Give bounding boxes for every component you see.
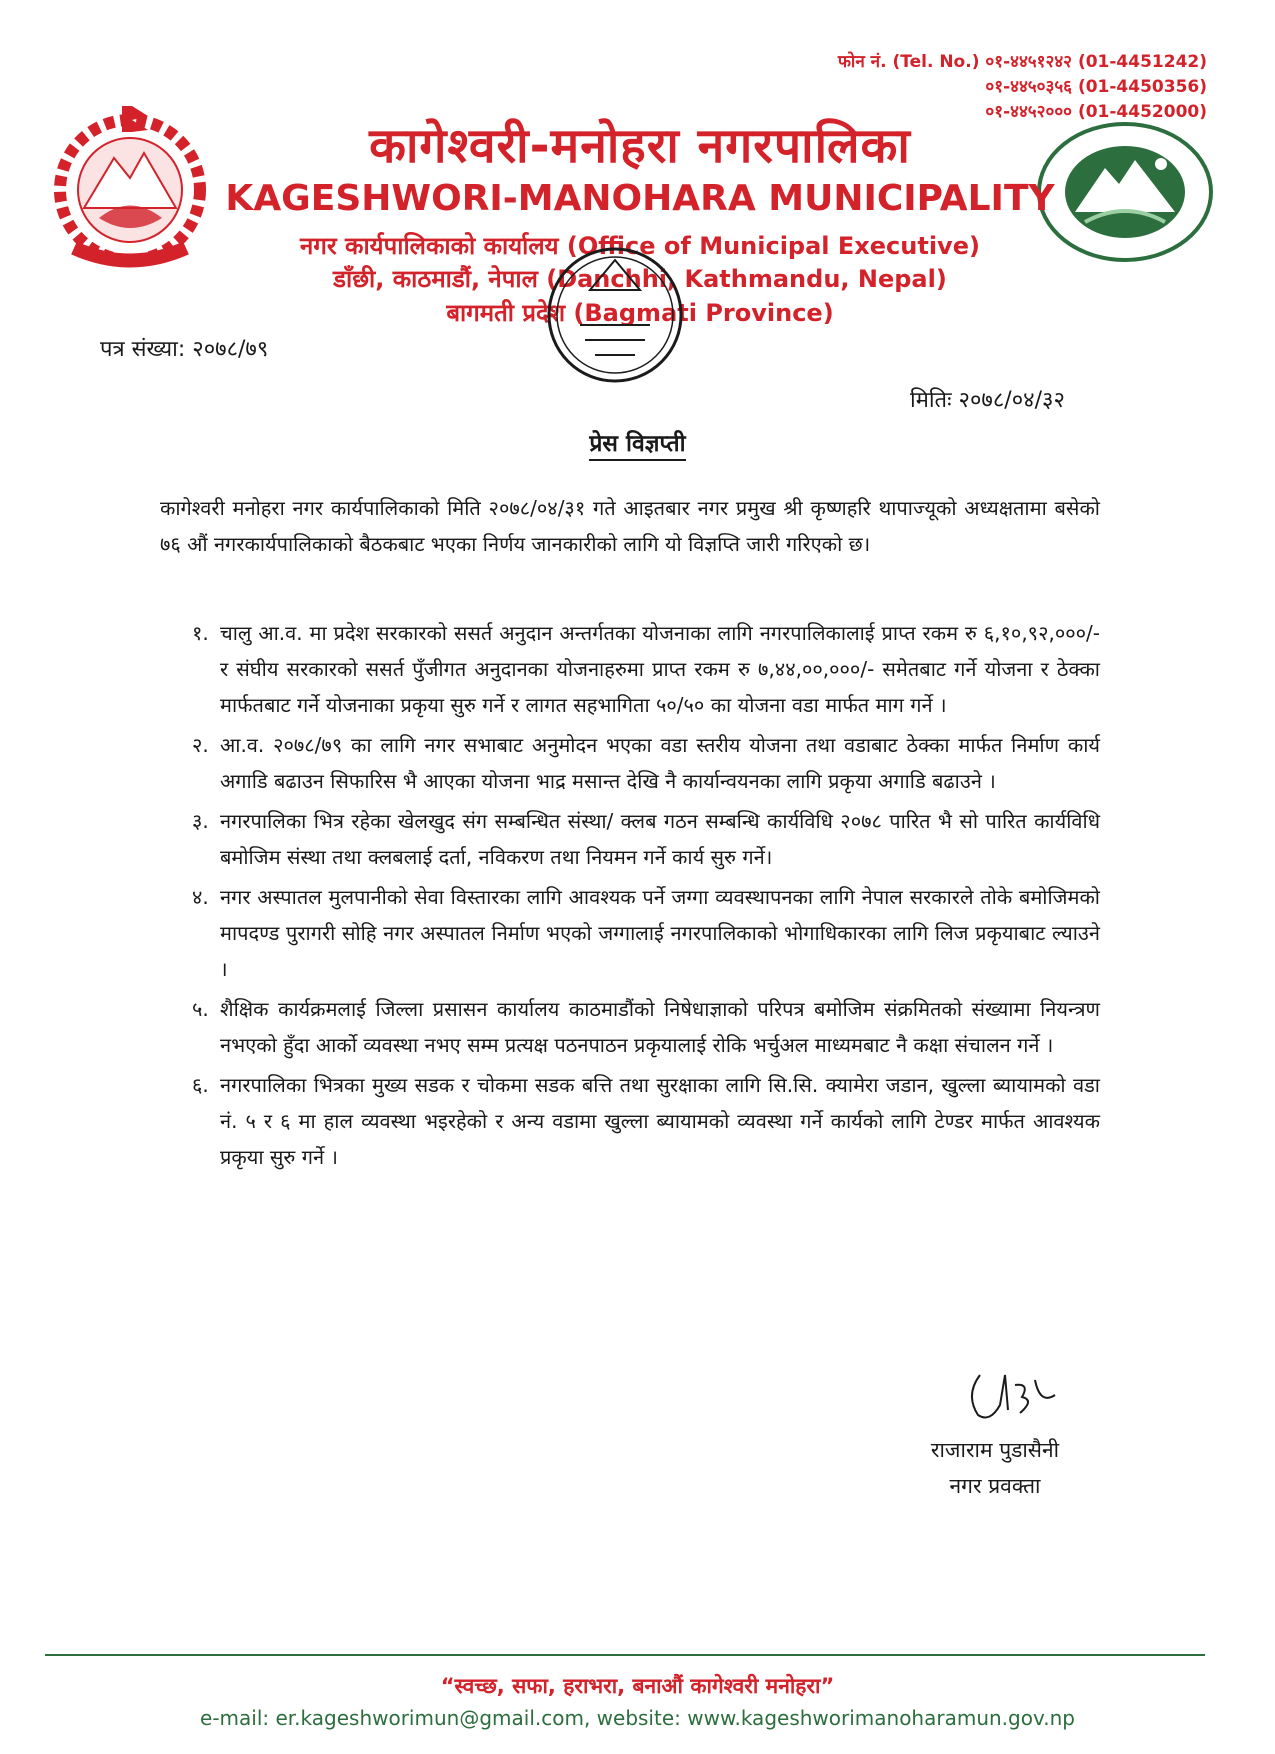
list-item [160,1067,1100,1175]
heading-text: प्रेस विज्ञप्ती [589,431,685,461]
signatory-block [880,1432,1110,1504]
list-item [160,991,1100,1063]
item-number: २. [192,733,209,757]
phone-row [838,75,1207,100]
item-text: नगरपालिका भित्र रहेका खेलखुद संग सम्बन्धित संस्था/ क्लब गठन सम्बन्धि कार्यविधि २०७८ पारित भै सो पारित कार्यविधि बमोजिम संस्था तथा क्लबलाई दर्ता, नविकरण तथा नियमन गर्ने कार्य सुरु गर्ने। [220,809,1100,869]
intro-paragraph: कागेश्वरी मनोहरा नगर कार्यपालिकाको मिति २०७८/०४/३१ गते आइतबार नगर प्रमुख श्री कृष्णहरि थापाज्यूको अध्यक्षतामा बसेको ७६ औं नगरकार्यपालिकाको बैठकबाट भएका निर्णय जानकारीको लागि यो विज्ञप्ति जारी गरिएको छ। [160,496,1100,556]
item-number: ४. [192,885,209,909]
list-item [160,727,1100,799]
item-number: १. [192,621,209,645]
address-line: डाँछी, काठमाडौं, नेपाल (Danchhi, Kathmandu, Nepal) [333,265,947,293]
province-line: बागमती प्रदेश (Bagmati Province) [446,299,834,327]
item-number: ५. [192,997,209,1021]
phone-np: ०१-४४५०३५६ [985,77,1073,97]
footer-slogan: “स्वच्छ, सफा, हराभरा, बनाऔं कागेश्वरी मनोहरा” [440,1674,835,1698]
handwritten-signature [960,1365,1060,1425]
item-text: आ.व. २०७८/७९ का लागि नगर सभाबाट अनुमोदन भएका वडा स्तरीय योजना तथा वडाबाट ठेक्का मार्फत निर्माण कार्य अगाडि बढाउन सिफारिस भै आएका योजना भाद्र मसान्त देखि नै कार्यान्वयनका लागि प्रकृया अगाडि बढाउने । [220,733,1100,793]
phone-label: फोन नं. (Tel. No.) [837,52,980,72]
date-value: २०७८/०४/३२ [958,388,1065,413]
item-number: ३. [192,809,209,833]
reference-number [100,333,268,363]
office-line: नगर कार्यपालिकाको कार्यालय (Office of Municipal Executive) [300,232,980,260]
phone-en: (01-4452000) [1077,102,1207,122]
item-text: नगर अस्पातल मुलपानीको सेवा विस्तारका लागि आवश्यक पर्ने जग्गा व्यवस्थापनका लागि नेपाल सरकारले तोके बमोजिमको मापदण्ड पुरागरी सोहि नगर अस्पातल निर्माण भएको जग्गालाई नगरपालिकाको भोगाधिकारका लागि लिज प्रकृयाबाट ल्याउने । [220,885,1100,981]
item-number: ६. [192,1073,209,1097]
decision-list [160,615,1100,1179]
letter-date [910,384,1065,414]
org-name-english: KAGESHWORI-MANOHARA MUNICIPALITY [225,178,1055,219]
signer-title: नगर प्रवक्ता [949,1474,1041,1498]
footer-contact: e-mail: er.kageshworimun@gmail.com, website: www.kageshworimanoharamun.gov.np [200,1706,1075,1730]
item-text: चालु आ.व. मा प्रदेश सरकारको ससर्त अनुदान अन्तर्गतका योजनाका लागि नगरपालिकालाई प्राप्त रकम रु ६,१०,९२,०००/- र संघीय सरकारको ससर्त पुँजीगत अनुदानका योजनाहरुमा प्राप्त रकम रु ७,४४,००,०००/- समेतबाट गर्ने योजना र ठेक्का मार्फतबाट गर्ने योजनाका प्रकृया सुरु गर्ने र लागत सहभागिता ५०/५० का योजना वडा मार्फत माग गर्ने । [220,621,1100,717]
org-name-nepali: कागेश्वरी-मनोहरा नगरपालिका [369,118,911,174]
document-heading [0,426,1275,458]
item-text: नगरपालिका भित्रका मुख्य सडक र चोकमा सडक बत्ति तथा सुरक्षाका लागि सि.सि. क्यामेरा जडान, खुल्ला ब्यायामको वडा नं. ५ र ६ मा हाल व्यवस्था भइरहेको र अन्य वडामा खुल्ला ब्यायामको व्यवस्था गर्ने कार्यको लागि टेण्डर मार्फत आवश्यक प्रकृया सुरु गर्ने । [220,1073,1100,1169]
phone-en: (01-4451242) [1077,52,1207,72]
ref-value: २०७८/७९ [192,337,269,362]
phone-np: ०१-४४५२००० [985,102,1073,122]
footer-divider [45,1654,1205,1656]
office-stamp [540,230,690,410]
ref-label: पत्र संख्या: [100,337,186,362]
signer-name: राजाराम पुडासैनी [930,1438,1060,1462]
list-item [160,879,1100,987]
list-item [160,615,1100,723]
list-item [160,803,1100,875]
phone-np: ०१-४४५१२४२ [985,52,1073,72]
date-label: मितिः [910,388,952,413]
item-text: शैक्षिक कार्यक्रमलाई जिल्ला प्रसासन कार्यालय काठमाडौंको निषेधाज्ञाको परिपत्र बमोजिम संक्रमितको संख्यामा नियन्त्रण नभएको हुँदा आर्को व्यवस्था नभए सम्म प्रत्यक्ष पठनपाठन प्रकृयालाई रोकि भर्चुअल माध्यमबाट नै कक्षा संचालन गर्ने । [220,997,1100,1057]
phone-en: (01-4450356) [1077,77,1207,97]
nepal-government-emblem-icon [44,98,216,278]
phone-row [838,50,1207,75]
municipality-logo-icon [1035,120,1215,265]
